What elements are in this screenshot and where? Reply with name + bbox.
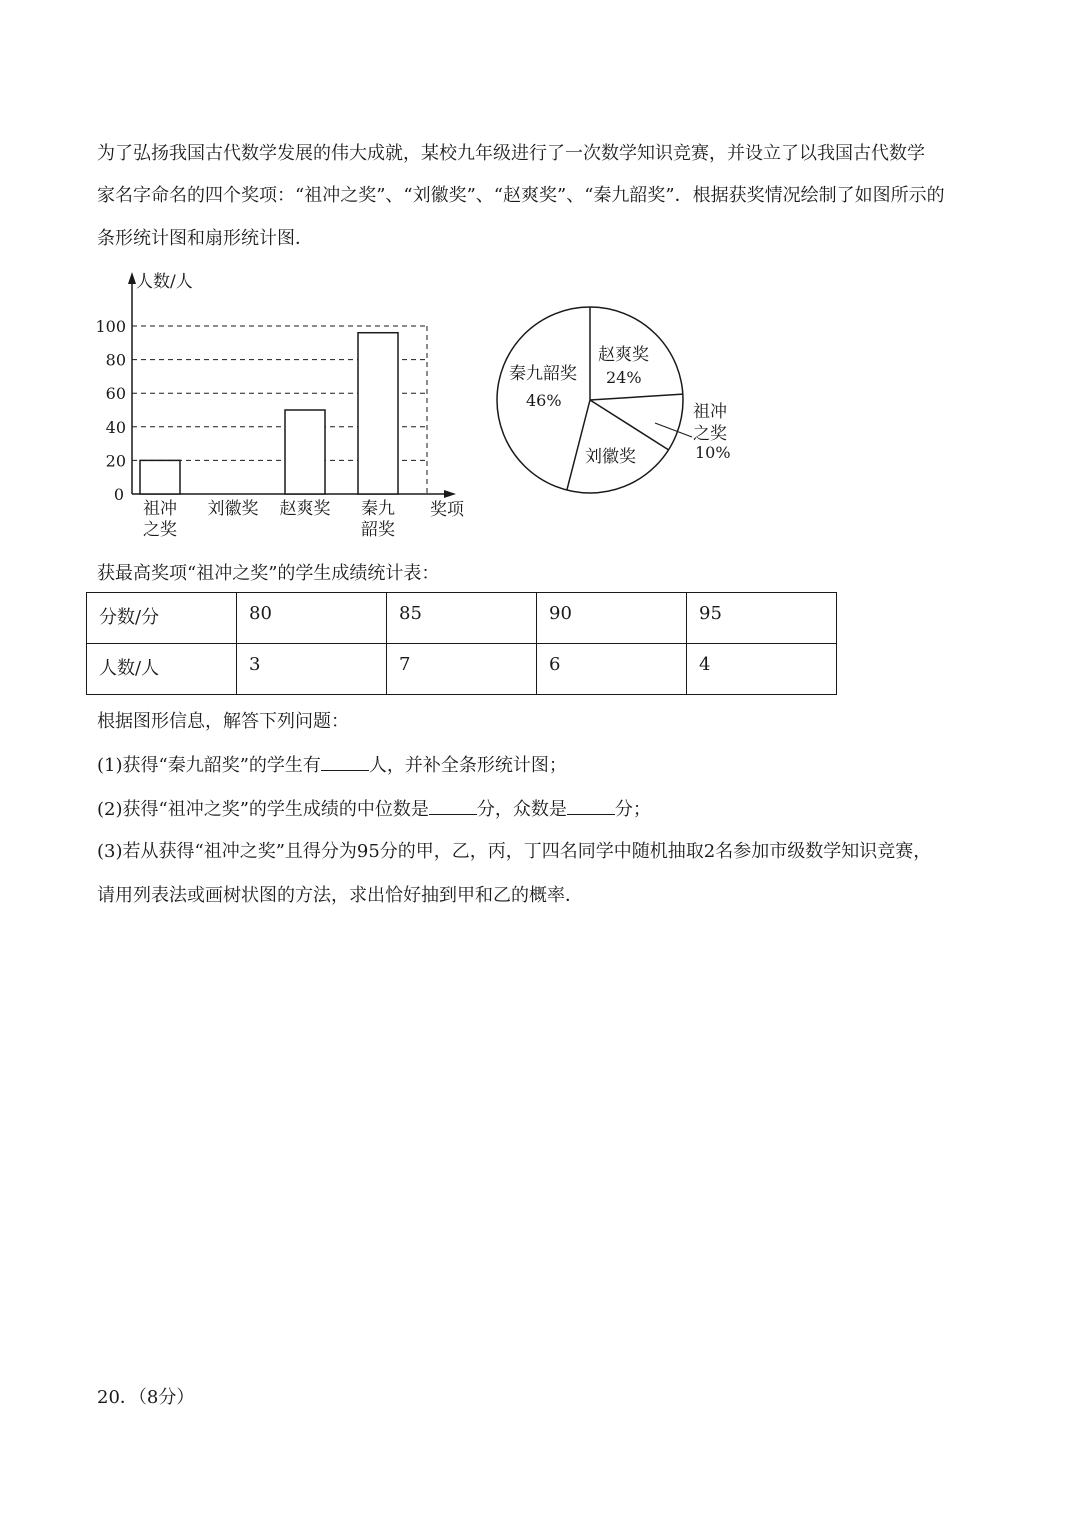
- table-cell: 95: [687, 593, 837, 644]
- x-tick-label: 刘徽奖: [207, 499, 259, 519]
- intro-line-3: 条形统计图和扇形统计图．: [97, 228, 313, 249]
- y-axis-label: 人数/人: [136, 272, 193, 292]
- y-tick-label: 100: [95, 317, 126, 336]
- pie-label-zuchongzhi-2: 之奖: [693, 424, 727, 444]
- table-row: [87, 593, 837, 644]
- x-tick-label: 之奖: [143, 520, 177, 540]
- pie-percent-zuchongzhi: 10%: [695, 443, 731, 462]
- x-tick-label: 祖冲: [143, 499, 177, 519]
- question-1-text-b: 人，并补全条形统计图；: [368, 755, 567, 776]
- pie-slice-boundary: [590, 400, 669, 450]
- x-axis-arrow-icon: [444, 490, 456, 498]
- next-problem-number: 20．（8分）: [97, 1387, 195, 1408]
- y-tick-label: 60: [105, 384, 126, 404]
- bar: [140, 460, 180, 494]
- question-2: [97, 796, 651, 822]
- pie-slice-boundary: [567, 400, 590, 490]
- table-cell: 6: [537, 644, 687, 695]
- bar: [358, 333, 398, 494]
- pie-label-zhaoshuang: 赵爽奖: [598, 345, 649, 365]
- question-3-line-1: (3)若从获得“祖冲之奖”且得分为95分的甲，乙，丙，丁四名同学中随机抽取2名参加市级数学知识竞赛，: [97, 841, 932, 862]
- y-tick-label: 20: [105, 451, 126, 471]
- x-tick-label: 赵爽奖: [279, 499, 331, 519]
- x-tick-label: 韶奖: [361, 520, 395, 540]
- pie-chart: [480, 290, 760, 500]
- pie-slice-boundary: [590, 394, 683, 400]
- y-tick-label: 80: [105, 350, 126, 370]
- pie-leader-line: [655, 423, 692, 437]
- bar: [285, 410, 325, 494]
- table-cell: 3: [237, 644, 387, 695]
- table-cell: 分数/分: [87, 593, 237, 644]
- bar-chart: [80, 262, 480, 547]
- answer-blank: [429, 796, 477, 815]
- question-2-text-a: (2)获得“祖冲之奖”的学生成绩的中位数是: [97, 799, 429, 820]
- origin-label: 0: [113, 485, 124, 504]
- intro-line-1: 为了弘扬我国古代数学发展的伟大成就，某校九年级进行了一次数学知识竞赛，并设立了以我国古代数学: [97, 143, 925, 164]
- question-2-text-c: 分；: [614, 799, 651, 820]
- y-tick-label: 40: [105, 417, 126, 437]
- question-1-text-a: (1)获得“秦九韶奖”的学生有: [97, 755, 321, 776]
- table-cell: 7: [387, 644, 537, 695]
- y-axis-arrow-icon: [128, 272, 136, 284]
- table-cell: 人数/人: [87, 644, 237, 695]
- question-3-line-2: 请用列表法或画树状图的方法，求出恰好抽到甲和乙的概率．: [97, 885, 583, 906]
- pie-label-zuchongzhi-1: 祖冲: [693, 402, 727, 422]
- pie-percent-zhaoshuang: 24%: [606, 368, 642, 387]
- intro-line-2: 家名字命名的四个奖项：“祖冲之奖”、“刘徽奖”、“赵爽奖”、“秦九韶奖”．根据获奖情况绘制了如图所示的: [97, 185, 945, 206]
- table-cell: 85: [387, 593, 537, 644]
- table-title: 获最高奖项“祖冲之奖”的学生成绩统计表：: [97, 563, 440, 584]
- pie-label-liuhui: 刘徽奖: [585, 447, 636, 467]
- scores-table: [86, 592, 837, 695]
- pie-label-qinjiushao: 秦九韶奖: [509, 364, 577, 384]
- question-1: [97, 752, 567, 778]
- answer-blank: [567, 796, 615, 815]
- table-cell: 80: [237, 593, 387, 644]
- table-cell: 4: [687, 644, 837, 695]
- table-cell: 90: [537, 593, 687, 644]
- answer-blank: [321, 752, 369, 771]
- question-2-text-b: 分，众数是: [476, 799, 567, 820]
- x-axis-label: 奖项: [430, 500, 464, 520]
- pie-percent-qinjiushao: 46%: [526, 391, 562, 410]
- questions-lead: 根据图形信息，解答下列问题：: [97, 711, 349, 732]
- x-tick-label: 秦九: [361, 499, 395, 519]
- table-row: [87, 644, 837, 695]
